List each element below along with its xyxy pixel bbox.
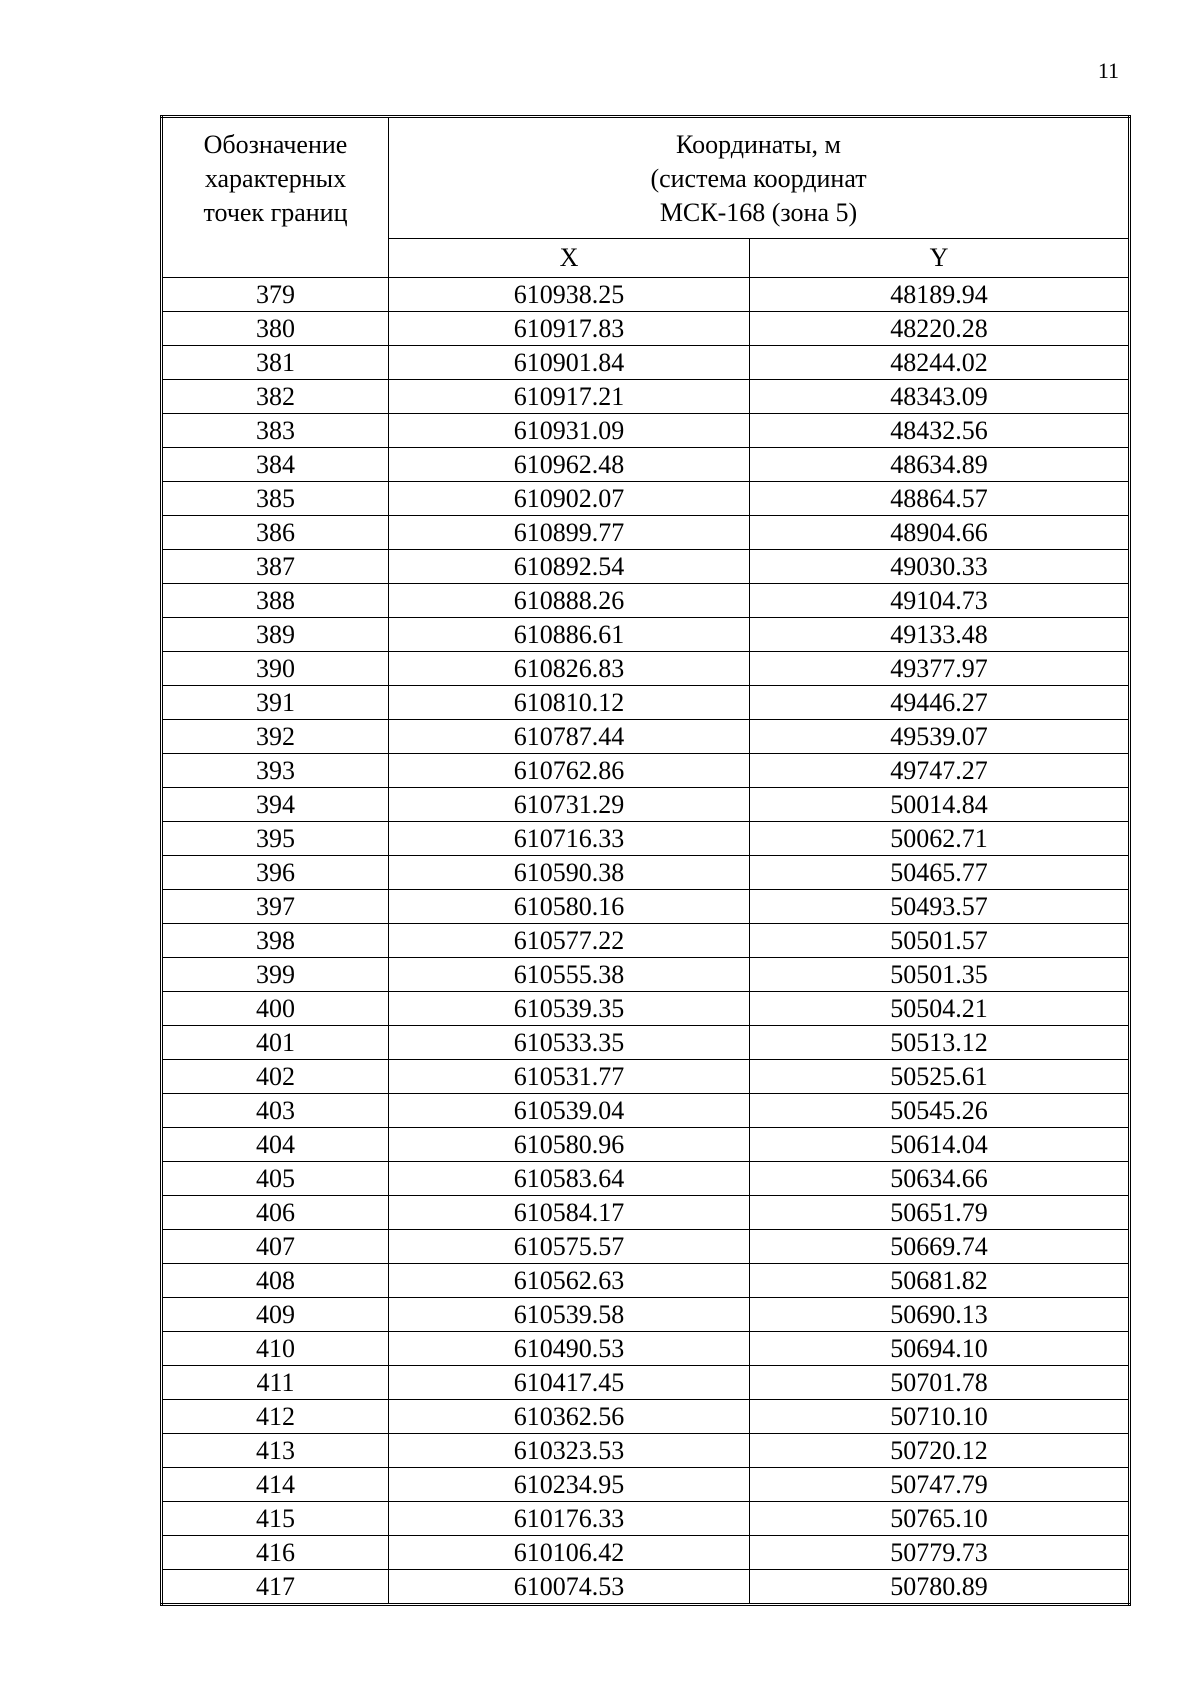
y-coordinate-cell: 50690.13	[750, 1298, 1130, 1332]
point-cell: 399	[162, 958, 389, 992]
table-row	[162, 958, 1130, 992]
point-cell: 389	[162, 618, 389, 652]
x-coordinate-cell: 610716.33	[389, 822, 750, 856]
point-cell: 403	[162, 1094, 389, 1128]
coords-header-line: Координаты, м	[676, 130, 841, 159]
point-header-line: точек границ	[203, 198, 348, 227]
table-row	[162, 482, 1130, 516]
x-coordinate-cell: 610533.35	[389, 1026, 750, 1060]
y-coordinate-cell: 49539.07	[750, 720, 1130, 754]
table-row	[162, 1468, 1130, 1502]
x-coordinate-cell: 610899.77	[389, 516, 750, 550]
table-row	[162, 1026, 1130, 1060]
x-coordinate-cell: 610892.54	[389, 550, 750, 584]
coords-header-line: МСК-168 (зона 5)	[659, 198, 858, 227]
point-cell: 409	[162, 1298, 389, 1332]
table-row	[162, 652, 1130, 686]
table-row	[162, 414, 1130, 448]
x-coordinate-cell: 610106.42	[389, 1536, 750, 1570]
y-coordinate-cell: 49377.97	[750, 652, 1130, 686]
x-coordinate-cell: 610886.61	[389, 618, 750, 652]
x-column-header: X	[389, 239, 750, 278]
point-cell: 415	[162, 1502, 389, 1536]
table-row	[162, 1298, 1130, 1332]
point-cell: 386	[162, 516, 389, 550]
x-coordinate-cell: 610901.84	[389, 346, 750, 380]
point-cell: 395	[162, 822, 389, 856]
y-coordinate-cell: 50501.57	[750, 924, 1130, 958]
y-coordinate-cell: 50493.57	[750, 890, 1130, 924]
point-cell: 398	[162, 924, 389, 958]
y-coordinate-cell: 50651.79	[750, 1196, 1130, 1230]
point-cell: 393	[162, 754, 389, 788]
table-row	[162, 856, 1130, 890]
point-header-line: характерных	[204, 164, 347, 193]
point-cell: 396	[162, 856, 389, 890]
table-body	[162, 278, 1130, 1605]
y-coordinate-cell: 49030.33	[750, 550, 1130, 584]
point-cell: 379	[162, 278, 389, 312]
x-coordinate-cell: 610931.09	[389, 414, 750, 448]
x-coordinate-cell: 610362.56	[389, 1400, 750, 1434]
point-cell: 408	[162, 1264, 389, 1298]
x-coordinate-cell: 610938.25	[389, 278, 750, 312]
x-coordinate-cell: 610539.35	[389, 992, 750, 1026]
point-cell: 413	[162, 1434, 389, 1468]
x-coordinate-cell: 610962.48	[389, 448, 750, 482]
point-cell: 380	[162, 312, 389, 346]
x-coordinate-cell: 610826.83	[389, 652, 750, 686]
point-cell: 412	[162, 1400, 389, 1434]
table-row	[162, 1536, 1130, 1570]
y-coordinate-cell: 50501.35	[750, 958, 1130, 992]
table-row	[162, 1332, 1130, 1366]
point-cell: 406	[162, 1196, 389, 1230]
y-coordinate-cell: 50779.73	[750, 1536, 1130, 1570]
y-coordinate-cell: 50720.12	[750, 1434, 1130, 1468]
x-coordinate-cell: 610539.58	[389, 1298, 750, 1332]
point-cell: 384	[162, 448, 389, 482]
table-row	[162, 346, 1130, 380]
y-coordinate-cell: 50513.12	[750, 1026, 1130, 1060]
table-row	[162, 890, 1130, 924]
table-row	[162, 1162, 1130, 1196]
point-cell: 417	[162, 1570, 389, 1605]
table-row	[162, 1400, 1130, 1434]
point-cell: 392	[162, 720, 389, 754]
y-coordinate-cell: 50525.61	[750, 1060, 1130, 1094]
y-coordinate-cell: 50014.84	[750, 788, 1130, 822]
table-row	[162, 924, 1130, 958]
x-coordinate-cell: 610539.04	[389, 1094, 750, 1128]
y-coordinate-cell: 50669.74	[750, 1230, 1130, 1264]
x-coordinate-cell: 610577.22	[389, 924, 750, 958]
point-cell: 388	[162, 584, 389, 618]
y-coordinate-cell: 50634.66	[750, 1162, 1130, 1196]
y-coordinate-cell: 48244.02	[750, 346, 1130, 380]
x-coordinate-cell: 610902.07	[389, 482, 750, 516]
table-row	[162, 1230, 1130, 1264]
table-row	[162, 822, 1130, 856]
y-coordinate-cell: 48189.94	[750, 278, 1130, 312]
y-coordinate-cell: 48432.56	[750, 414, 1130, 448]
point-cell: 402	[162, 1060, 389, 1094]
point-cell: 391	[162, 686, 389, 720]
y-coordinate-cell: 48864.57	[750, 482, 1130, 516]
point-cell: 385	[162, 482, 389, 516]
point-cell: 405	[162, 1162, 389, 1196]
x-coordinate-cell: 610417.45	[389, 1366, 750, 1400]
y-coordinate-cell: 50701.78	[750, 1366, 1130, 1400]
table-row	[162, 278, 1130, 312]
x-coordinate-cell: 610731.29	[389, 788, 750, 822]
table-row	[162, 1196, 1130, 1230]
y-coordinate-cell: 50765.10	[750, 1502, 1130, 1536]
x-coordinate-cell: 610562.63	[389, 1264, 750, 1298]
table-row	[162, 1502, 1130, 1536]
y-coordinate-cell: 49104.73	[750, 584, 1130, 618]
y-coordinate-cell: 49446.27	[750, 686, 1130, 720]
point-cell: 390	[162, 652, 389, 686]
table-row	[162, 788, 1130, 822]
point-cell: 416	[162, 1536, 389, 1570]
point-cell: 381	[162, 346, 389, 380]
table-row	[162, 380, 1130, 414]
table-row	[162, 618, 1130, 652]
table-row	[162, 1128, 1130, 1162]
y-coordinate-cell: 50681.82	[750, 1264, 1130, 1298]
x-coordinate-cell: 610555.38	[389, 958, 750, 992]
x-coordinate-cell: 610234.95	[389, 1468, 750, 1502]
x-coordinate-cell: 610787.44	[389, 720, 750, 754]
table-row	[162, 686, 1130, 720]
table-row	[162, 754, 1130, 788]
x-coordinate-cell: 610810.12	[389, 686, 750, 720]
point-designation-header	[162, 117, 389, 278]
x-coordinate-cell: 610531.77	[389, 1060, 750, 1094]
point-cell: 401	[162, 1026, 389, 1060]
x-coordinate-cell: 610323.53	[389, 1434, 750, 1468]
y-coordinate-cell: 50545.26	[750, 1094, 1130, 1128]
y-coordinate-cell: 49747.27	[750, 754, 1130, 788]
table-row	[162, 312, 1130, 346]
table-row	[162, 516, 1130, 550]
x-coordinate-cell: 610583.64	[389, 1162, 750, 1196]
header-row-top	[162, 117, 1130, 239]
table-row	[162, 584, 1130, 618]
x-coordinate-cell: 610176.33	[389, 1502, 750, 1536]
x-coordinate-cell: 610917.83	[389, 312, 750, 346]
y-coordinate-cell: 50780.89	[750, 1570, 1130, 1605]
point-cell: 414	[162, 1468, 389, 1502]
point-cell: 404	[162, 1128, 389, 1162]
point-cell: 387	[162, 550, 389, 584]
y-coordinate-cell: 50747.79	[750, 1468, 1130, 1502]
y-coordinate-cell: 50062.71	[750, 822, 1130, 856]
table-row	[162, 1060, 1130, 1094]
table-row	[162, 720, 1130, 754]
table-header	[162, 117, 1130, 278]
x-coordinate-cell: 610888.26	[389, 584, 750, 618]
coordinates-table	[160, 115, 1131, 1606]
y-coordinate-cell: 50614.04	[750, 1128, 1130, 1162]
y-coordinate-cell: 48343.09	[750, 380, 1130, 414]
y-coordinate-cell: 50504.21	[750, 992, 1130, 1026]
table-row	[162, 1366, 1130, 1400]
page-number: 11	[1097, 58, 1119, 83]
x-coordinate-cell: 610590.38	[389, 856, 750, 890]
point-cell: 407	[162, 1230, 389, 1264]
x-coordinate-cell: 610575.57	[389, 1230, 750, 1264]
table-row	[162, 1094, 1130, 1128]
table-row	[162, 1264, 1130, 1298]
point-header-line: Обозначение	[203, 130, 348, 159]
y-coordinate-cell: 50694.10	[750, 1332, 1130, 1366]
x-coordinate-cell: 610584.17	[389, 1196, 750, 1230]
x-coordinate-cell: 610917.21	[389, 380, 750, 414]
table-row	[162, 448, 1130, 482]
coords-header-line: (система координат	[650, 164, 867, 193]
point-cell: 382	[162, 380, 389, 414]
point-cell: 410	[162, 1332, 389, 1366]
coordinates-header	[389, 117, 1130, 239]
point-cell: 394	[162, 788, 389, 822]
y-coordinate-cell: 50710.10	[750, 1400, 1130, 1434]
table-row	[162, 1434, 1130, 1468]
x-coordinate-cell: 610074.53	[389, 1570, 750, 1605]
point-cell: 383	[162, 414, 389, 448]
y-coordinate-cell: 49133.48	[750, 618, 1130, 652]
x-coordinate-cell: 610490.53	[389, 1332, 750, 1366]
point-cell: 411	[162, 1366, 389, 1400]
table-row	[162, 1570, 1130, 1605]
y-column-header: Y	[750, 239, 1130, 278]
y-coordinate-cell: 48220.28	[750, 312, 1130, 346]
y-coordinate-cell: 50465.77	[750, 856, 1130, 890]
x-coordinate-cell: 610580.96	[389, 1128, 750, 1162]
y-coordinate-cell: 48904.66	[750, 516, 1130, 550]
x-coordinate-cell: 610762.86	[389, 754, 750, 788]
table-row	[162, 992, 1130, 1026]
point-cell: 400	[162, 992, 389, 1026]
x-coordinate-cell: 610580.16	[389, 890, 750, 924]
table-row	[162, 550, 1130, 584]
y-coordinate-cell: 48634.89	[750, 448, 1130, 482]
point-cell: 397	[162, 890, 389, 924]
